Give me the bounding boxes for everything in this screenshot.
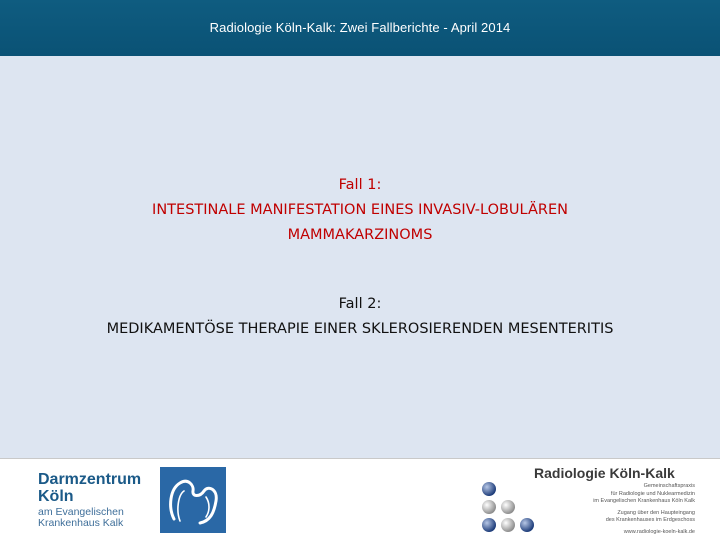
darmzentrum-sub-1: am Evangelischen [38, 506, 124, 518]
radiologie-detail-line: für Radiologie und Nuklearmedizin [610, 490, 695, 497]
sphere-grid-icon [476, 479, 540, 539]
case-2-title-line-1: MEDIKAMENTÖSE THERAPIE EINER SKLEROSIERENDEN MESENTERITIS [106, 321, 614, 337]
radiologie-logo-details [545, 483, 695, 536]
radiologie-detail-line: Zugang über den Haupteingang [617, 509, 695, 516]
slide-content [0, 56, 720, 458]
case-1-title-line-2: MAMMAKARZINOMS [287, 227, 433, 243]
case-1-heading: Fall 1: [338, 177, 382, 193]
case-2 [0, 292, 720, 342]
case-2-heading: Fall 2: [338, 296, 382, 312]
colon-emblem-icon [160, 467, 226, 533]
radiologie-website: www.radiologie-koeln-kalk.de [623, 528, 695, 535]
darmzentrum-sub-2: Krankenhaus Kalk [38, 517, 124, 529]
header-bar [0, 0, 720, 56]
header-title: Radiologie Köln-Kalk: Zwei Fallberichte - April 2014 [209, 20, 511, 35]
case-1-title-line-1: INTESTINALE MANIFESTATION EINES INVASIV-LOBULÄREN [152, 202, 568, 218]
radiologie-detail-line: des Krankenhauses im Erdgeschoss [605, 517, 695, 523]
case-1 [0, 173, 720, 248]
darmzentrum-logo-text [38, 471, 141, 529]
darmzentrum-name: Darmzentrum [38, 471, 142, 488]
radiologie-detail-line: im Evangelischen Krankenhaus Köln Kalk [593, 498, 695, 504]
radiologie-logo-title: Radiologie Köln-Kalk [534, 465, 675, 481]
darmzentrum-city: Köln [38, 488, 74, 505]
footer [0, 458, 720, 541]
radiologie-detail-line: Gemeinschaftspraxis [643, 483, 695, 489]
